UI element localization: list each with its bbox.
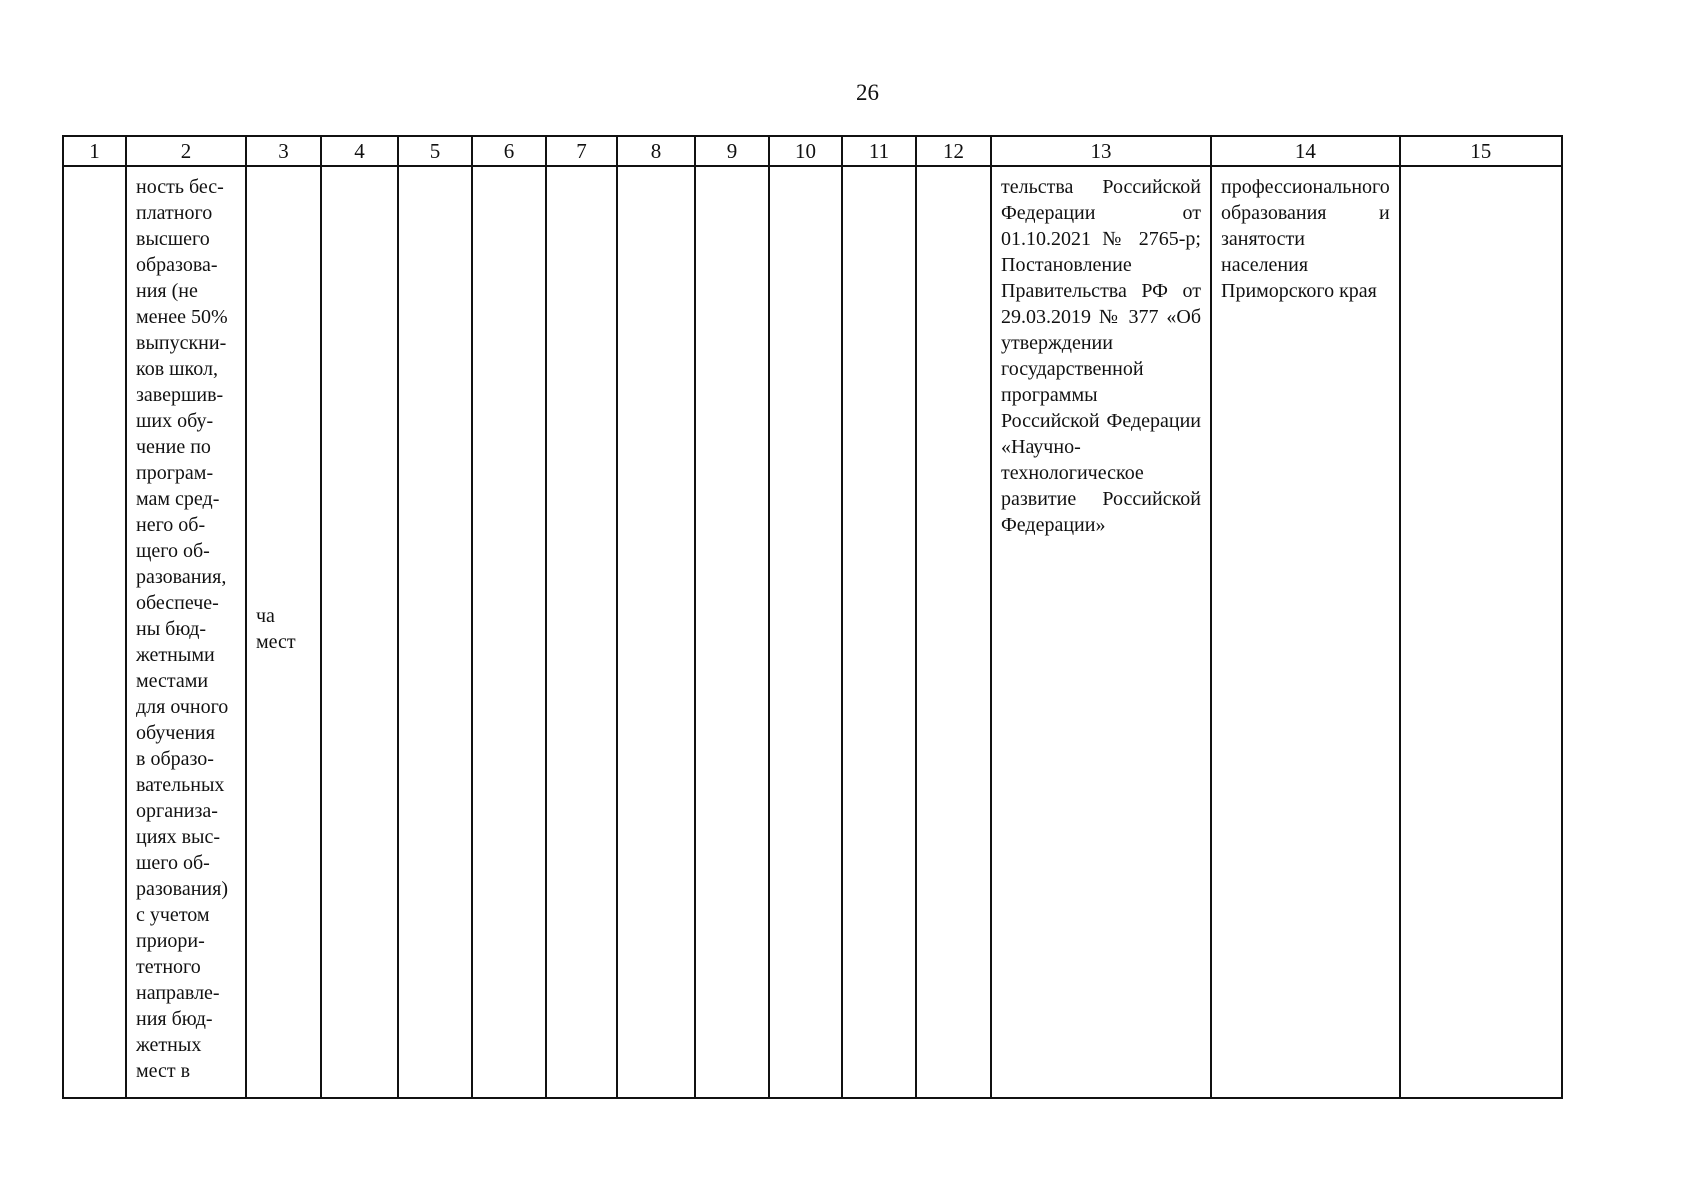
cell-col-11-text <box>843 167 915 174</box>
column-header-13: 13 <box>991 136 1211 166</box>
cell-col-5-text <box>399 167 471 174</box>
cell-col-1-text <box>64 167 125 174</box>
cell-col-9 <box>695 166 769 1098</box>
cell-col-10-text <box>770 167 841 174</box>
cell-col-2 <box>126 166 246 1098</box>
column-header-14: 14 <box>1211 136 1400 166</box>
column-header-7: 7 <box>546 136 617 166</box>
cell-col-4-text <box>322 167 397 174</box>
column-header-1: 1 <box>63 136 126 166</box>
column-header-12: 12 <box>916 136 991 166</box>
cell-col-12-text <box>917 167 990 174</box>
column-header-5: 5 <box>398 136 472 166</box>
table-row <box>63 166 1562 1098</box>
column-header-2: 2 <box>126 136 246 166</box>
cell-col-3 <box>246 166 321 1098</box>
cell-col-13 <box>991 166 1211 1098</box>
cell-col-4 <box>321 166 398 1098</box>
page-number: 26 <box>856 80 879 105</box>
unit-text: ча мест <box>256 605 296 653</box>
cell-col-15-text <box>1401 167 1561 174</box>
cell-col-9-text <box>696 167 768 174</box>
cell-col-8 <box>617 166 695 1098</box>
column-header-4: 4 <box>321 136 398 166</box>
responsible-executor-text: профессионального образования и занятости населения Приморского края <box>1221 176 1390 302</box>
cell-col-12 <box>916 166 991 1098</box>
cell-col-8-text <box>618 167 694 174</box>
cell-col-6 <box>472 166 546 1098</box>
column-header-10: 10 <box>769 136 842 166</box>
cell-col-14 <box>1211 166 1400 1098</box>
column-header-3: 3 <box>246 136 321 166</box>
cell-col-11 <box>842 166 916 1098</box>
column-header-8: 8 <box>617 136 695 166</box>
indicator-description-text: ность бес- платного высшего образова- ния (не менее 50% выпускни- ков школ, завершив- ших обу- чение по програм- мам сред- него об- щего об- разования, обеспече- ны бюд- жетными местами для очного обучения в образо- вательных организа- циях выс- шего об- разования) с учетом приори- тетного направле- ния бюд- жетных мест в <box>136 176 229 1082</box>
header-row <box>63 136 1562 166</box>
column-header-9: 9 <box>695 136 769 166</box>
cell-col-5 <box>398 166 472 1098</box>
cell-col-10 <box>769 166 842 1098</box>
data-table <box>62 135 1563 1099</box>
cell-col-1 <box>63 166 126 1098</box>
cell-col-15 <box>1400 166 1562 1098</box>
column-header-11: 11 <box>842 136 916 166</box>
cell-col-6-text <box>473 167 545 174</box>
cell-col-7-text <box>547 167 616 174</box>
column-header-6: 6 <box>472 136 546 166</box>
column-header-15: 15 <box>1400 136 1562 166</box>
legal-basis-text: тельства Российской Федерации от 01.10.2021 № 2765-р; Постановление Правительства РФ от 29.03.2019 № 377 «Об утверждении государственной программы Российской Федерации «Научно-технологическое развитие Российской Федерации» <box>1001 176 1201 536</box>
cell-col-7 <box>546 166 617 1098</box>
